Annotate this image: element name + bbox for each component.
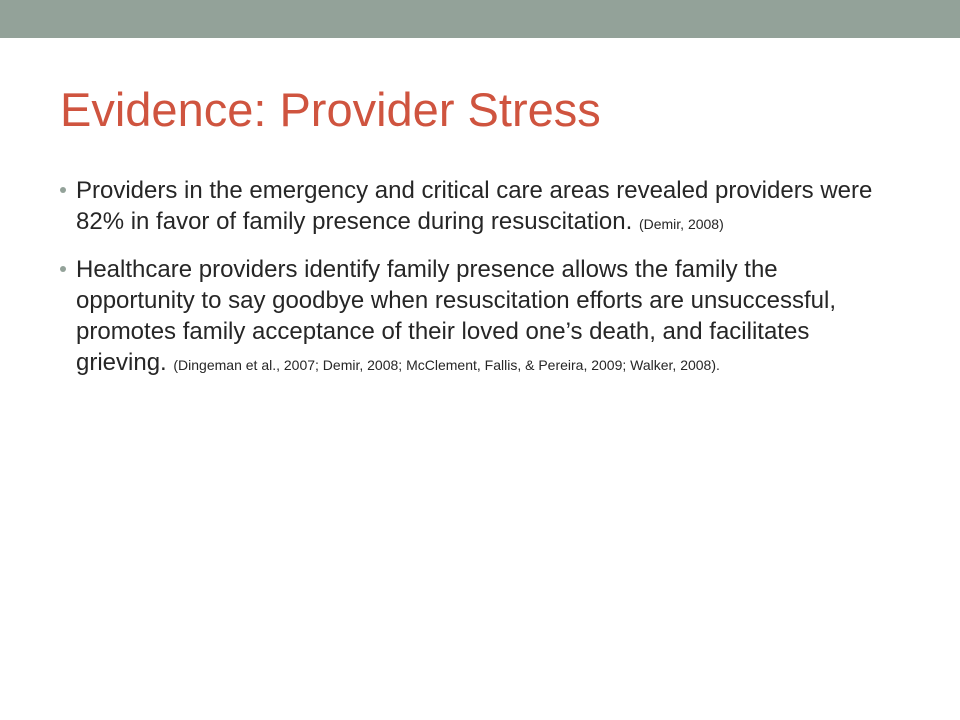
bullet-item [60,175,880,240]
bullet-citation: (Demir, 2008) [638,216,724,232]
bullet-item [60,254,880,381]
bullet-dot-icon [60,187,66,193]
bullet-dot-icon [60,266,66,272]
bullet-text: Healthcare providers identify family presence allows the family the opportunity to say goodbye when resuscitation efforts are unsuccessful, promotes family acceptance of their loved one’s death, and facilitates grieving. [76,256,836,376]
bullet-text: Providers in the emergency and critical care areas revealed providers were 82% in favor of family presence during resuscitation. [76,177,873,235]
top-accent-bar [0,0,960,38]
bullet-list [60,175,880,395]
slide-title: Evidence: Provider Stress [60,83,601,136]
bullet-citation: (Dingeman et al., 2007; Demir, 2008; McClement, Fallis, & Pereira, 2009; Walker, 2008). [173,357,720,373]
